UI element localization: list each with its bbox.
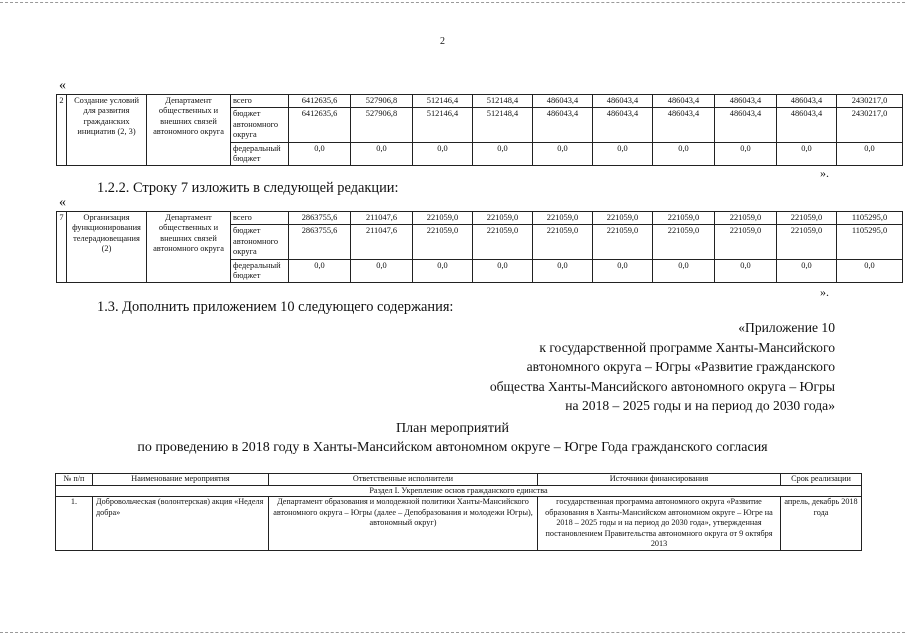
source-label-cell: федеральный бюджет — [231, 259, 289, 283]
appendix-line: на 2018 – 2025 годы и на период до 2030 года» — [565, 398, 835, 413]
executor-cell: Департамент общественных и внешних связей автономного округа — [147, 95, 231, 166]
measure-name-cell: Создание условий для развития гражданских инициатив (2, 3) — [67, 95, 147, 166]
scan-edge-bottom — [0, 632, 905, 633]
value-cell: 221059,0 — [473, 225, 533, 259]
value-cell: 0,0 — [777, 142, 837, 166]
value-cell: 0,0 — [289, 259, 351, 283]
value-cell: 221059,0 — [653, 212, 715, 225]
appendix-heading — [490, 318, 835, 416]
value-cell: 1105295,0 — [837, 225, 903, 259]
value-cell: 211047,6 — [351, 212, 413, 225]
value-cell: 0,0 — [837, 142, 903, 166]
value-cell: 512148,4 — [473, 95, 533, 108]
value-cell: 221059,0 — [715, 212, 777, 225]
header-cell: Ответственные исполнители — [269, 474, 538, 486]
source-label-cell: бюджет автономного округа — [231, 225, 289, 259]
value-cell: 211047,6 — [351, 225, 413, 259]
value-cell: 0,0 — [715, 259, 777, 283]
value-cell: 221059,0 — [653, 225, 715, 259]
plan-table — [55, 473, 862, 551]
value-cell: 0,0 — [413, 142, 473, 166]
value-cell: 0,0 — [837, 259, 903, 283]
scan-edge-top — [0, 2, 905, 3]
value-cell: 6412635,6 — [289, 95, 351, 108]
value-cell: 486043,4 — [593, 95, 653, 108]
value-cell: 0,0 — [777, 259, 837, 283]
header-cell: № п/п — [56, 474, 93, 486]
value-cell: 0,0 — [533, 142, 593, 166]
page-number: 2 — [440, 36, 445, 47]
header-cell: Срок реализации — [781, 474, 862, 486]
value-cell: 486043,4 — [777, 95, 837, 108]
section-heading: Раздел I. Укрепление основ гражданского единства — [56, 485, 862, 497]
appendix-line: к государственной программе Ханты-Мансийского — [539, 339, 835, 355]
open-quote: « — [59, 195, 66, 210]
row-number-cell: 7 — [57, 212, 67, 283]
section-row — [56, 485, 862, 497]
value-cell: 221059,0 — [413, 225, 473, 259]
value-cell: 527906,8 — [351, 95, 413, 108]
source-label-cell: бюджет автономного округа — [231, 108, 289, 142]
value-cell: 221059,0 — [777, 225, 837, 259]
table-header-row — [56, 474, 862, 486]
table-row — [56, 497, 862, 551]
table-row — [57, 95, 903, 108]
source-label-cell: федеральный бюджет — [231, 142, 289, 166]
value-cell: 0,0 — [593, 142, 653, 166]
header-cell: Наименование мероприятия — [93, 474, 269, 486]
value-cell: 0,0 — [351, 259, 413, 283]
value-cell: 221059,0 — [593, 225, 653, 259]
value-cell: 0,0 — [351, 142, 413, 166]
value-cell: 0,0 — [413, 259, 473, 283]
value-cell: 221059,0 — [533, 225, 593, 259]
value-cell: 221059,0 — [413, 212, 473, 225]
table-row — [57, 212, 903, 225]
source-label-cell: всего — [231, 212, 289, 225]
value-cell: 221059,0 — [715, 225, 777, 259]
value-cell: 527906,8 — [351, 108, 413, 142]
table-row-7 — [56, 211, 903, 283]
table-row-2 — [56, 94, 903, 166]
value-cell: 486043,4 — [777, 108, 837, 142]
value-cell: 2863755,6 — [289, 225, 351, 259]
value-cell: 221059,0 — [593, 212, 653, 225]
term-cell: апрель, декабрь 2018 года — [781, 497, 862, 551]
appendix-line: автономного округа – Югры «Развитие гражданского — [526, 359, 835, 374]
value-cell: 0,0 — [653, 142, 715, 166]
close-quote: ». — [820, 166, 829, 180]
appendix-line: общества Ханты-Мансийского автономного округа – Югры — [489, 378, 835, 394]
measure-name-cell: Добровольческая (волонтерская) акция «Неделя добра» — [93, 497, 269, 551]
funding-cell: государственная программа автономного округа «Развитие образования в Ханты-Мансийском автономном округе – Югре на 2018 – 2025 годы и на период до 2030 года», утвержденная постановлением Правительства автономного округа от 9 октября 2013 — [538, 497, 781, 551]
value-cell: 0,0 — [473, 142, 533, 166]
value-cell: 221059,0 — [777, 212, 837, 225]
source-label-cell: всего — [231, 95, 289, 108]
value-cell: 2863755,6 — [289, 212, 351, 225]
value-cell: 486043,4 — [533, 95, 593, 108]
value-cell: 486043,4 — [653, 108, 715, 142]
close-quote: ». — [820, 285, 829, 299]
value-cell: 6412635,6 — [289, 108, 351, 142]
plan-title: План мероприятий — [396, 421, 509, 436]
value-cell: 512146,4 — [413, 95, 473, 108]
value-cell: 0,0 — [473, 259, 533, 283]
value-cell: 0,0 — [533, 259, 593, 283]
value-cell: 0,0 — [593, 259, 653, 283]
plan-subtitle: по проведению в 2018 году в Ханты-Мансийском автономном округе – Югре Года гражданского согласия — [137, 440, 768, 455]
row-number-cell: 2 — [57, 95, 67, 166]
value-cell: 486043,4 — [533, 108, 593, 142]
executor-cell: Департамент общественных и внешних связей автономного округа — [147, 212, 231, 283]
value-cell: 221059,0 — [473, 212, 533, 225]
executor-cell: Департамент образования и молодежной политики Ханты-Мансийского автономного округа – Югры (далее – Депобразования и молодежи Югры), автономный округ) — [269, 497, 538, 551]
paragraph-1-3: 1.3. Дополнить приложением 10 следующего содержания: — [97, 299, 454, 315]
value-cell: 221059,0 — [533, 212, 593, 225]
value-cell: 486043,4 — [715, 108, 777, 142]
value-cell: 0,0 — [653, 259, 715, 283]
measure-name-cell: Организация функционирования телерадиовещания (2) — [67, 212, 147, 283]
value-cell: 512146,4 — [413, 108, 473, 142]
row-number-cell: 1. — [56, 497, 93, 551]
value-cell: 486043,4 — [715, 95, 777, 108]
value-cell: 2430217,0 — [837, 95, 903, 108]
value-cell: 2430217,0 — [837, 108, 903, 142]
value-cell: 512148,4 — [473, 108, 533, 142]
value-cell: 486043,4 — [653, 95, 715, 108]
open-quote: « — [59, 78, 66, 93]
header-cell: Источники финансирования — [538, 474, 781, 486]
value-cell: 1105295,0 — [837, 212, 903, 225]
value-cell: 486043,4 — [593, 108, 653, 142]
appendix-line: «Приложение 10 — [738, 320, 835, 335]
value-cell: 0,0 — [715, 142, 777, 166]
paragraph-1-2-2: 1.2.2. Строку 7 изложить в следующей редакции: — [97, 180, 399, 196]
value-cell: 0,0 — [289, 142, 351, 166]
